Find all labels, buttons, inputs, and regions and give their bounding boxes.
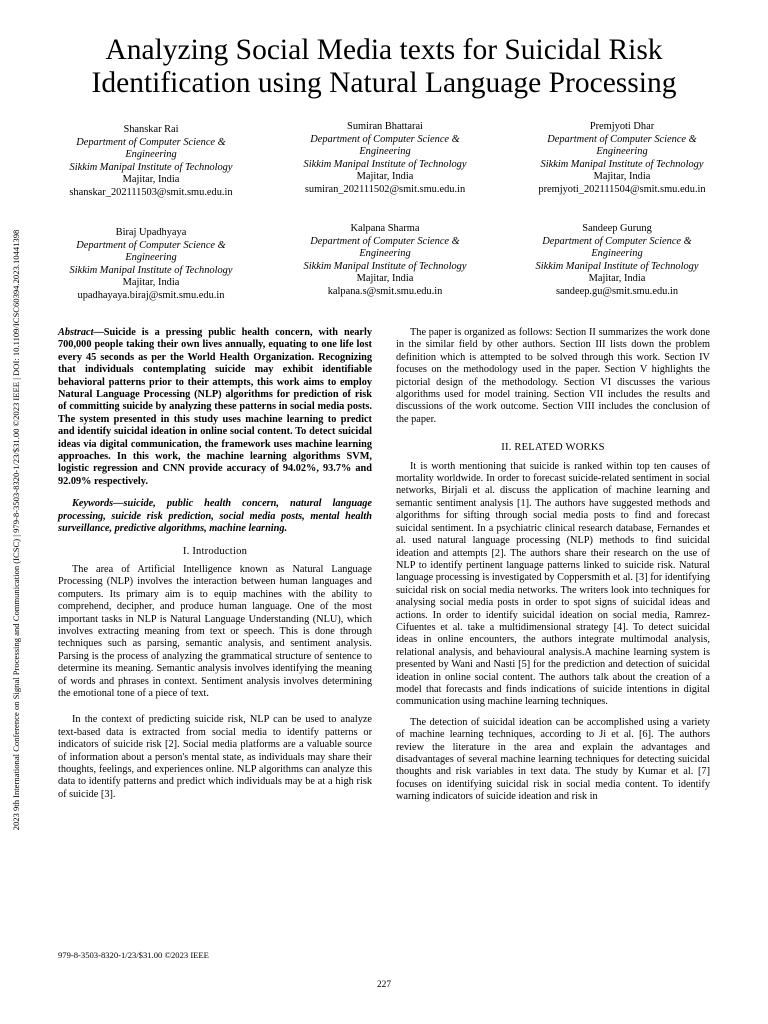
title-line-2: Identification using Natural Language Processing [91, 67, 677, 99]
author-email[interactable]: upadhayaya.biraj@smit.smu.edu.in [77, 289, 225, 301]
right-column [396, 327, 710, 804]
author-dept-cont: Engineering [125, 252, 177, 263]
keywords: Keywords—suicide, public health concern, natural language processing, suicide risk prediction, social media posts, mental health surveillance, predictive algorithms, machine learning. [58, 498, 372, 535]
related-works-paragraph-1: It is worth mentioning that suicide is ranked within top ten causes of mortality worldwide. In order to forecast suicide-related sentiment in social networks, Birjali et al. discuss the application of machine learning and semantic sentiment analysis [1]. The authors have suggested methods and algorithms for sifting through social media posts to find and forecast suicidal sentiment. In a psychiatric clinical research database, Fernandes et al. used natural language processing (NLP) methods to find suicidal ideation and attempts [2]. The authors share their research on the use of NLP to identify pertinent language patterns linked to suicide risk. Natural language processing is investigated by Coppersmith et al. [3] for identifying suicidal risk on social media networks. The writers look into techniques for analysing social media posts in order to spot signs of suicidal ideas and actions. In order to identify suicidal ideation on social media, Ramrez-Cifuentes et al. take a multidimensional strategy [4]. To detect suicidal ideas in online encounters, the authors integrate multimodal analysis, relational analysis, and behavioural analysis.A machine learning system is presented by Wani and Nasti [5] for the prediction and detection of suicidal ideation in online social content. The authors talk about the creation of a model that forecasts and finds indications of suicide intentions in digital communication using machine learning techniques. [396, 460, 710, 708]
author-dept-cont: Engineering [359, 248, 411, 259]
author-institute: Sikkim Manipal Institute of Technology [535, 260, 699, 272]
author-dept-cont: Engineering [359, 146, 411, 157]
author-dept: Department of Computer Science & [310, 133, 460, 145]
author-name: Sandeep Gurung [582, 223, 652, 234]
author-dept: Department of Computer Science & [76, 136, 226, 148]
author-location: Majitar, India [356, 273, 414, 284]
author-email[interactable]: kalpana.s@smit.smu.edu.in [327, 285, 443, 297]
copyright-footer: 979-8-3503-8320-1/23/$31.00 ©2023 IEEE [58, 950, 209, 960]
author-block [517, 121, 727, 196]
paper-title [40, 34, 728, 100]
author-email[interactable]: sumiran_202111502@smit.smu.edu.in [304, 183, 466, 195]
related-works-paragraph-2: The detection of suicidal ideation can be accomplished using a variety of machine learning techniques, according to Ji et al. [6]. The authors review the literature in the area and explain the advantages and disadvantages of several machine learning techniques for detecting suicidal thoughts and risk variables in text data. The study by Kumar et al. [7] focuses on identifying suicidal risk in social media content. To identify warning indicators of suicide ideation and risk in [396, 716, 710, 803]
author-dept: Department of Computer Science & [76, 239, 226, 251]
author-institute: Sikkim Manipal Institute of Technology [540, 158, 704, 170]
author-block [512, 223, 722, 298]
author-institute: Sikkim Manipal Institute of Technology [69, 161, 233, 173]
left-column [58, 327, 372, 801]
author-institute: Sikkim Manipal Institute of Technology [69, 264, 233, 276]
abstract [58, 327, 372, 488]
author-name: Sumiran Bhattarai [347, 121, 423, 132]
author-block [280, 121, 490, 196]
author-location: Majitar, India [588, 273, 646, 284]
author-name: Shanskar Rai [123, 124, 179, 135]
abstract-label: Abstract [58, 327, 94, 338]
author-block [280, 223, 490, 298]
author-email[interactable]: sandeep.gu@smit.smu.edu.in [555, 285, 679, 297]
author-dept: Department of Computer Science & [547, 133, 697, 145]
author-location: Majitar, India [122, 174, 180, 185]
author-dept-cont: Engineering [125, 149, 177, 160]
author-name: Kalpana Sharma [350, 223, 420, 234]
author-email[interactable]: premjyoti_202111504@smit.smu.edu.in [538, 183, 706, 195]
section-heading-related-works: II. RELATED WORKS [501, 442, 605, 454]
author-dept-cont: Engineering [596, 146, 648, 157]
title-line-1: Analyzing Social Media texts for Suicidal Risk [105, 34, 663, 66]
author-email[interactable]: shanskar_202111503@smit.smu.edu.in [69, 186, 233, 198]
author-name: Biraj Upadhyaya [115, 227, 187, 238]
page-number: 227 [376, 980, 392, 990]
author-location: Majitar, India [122, 277, 180, 288]
intro-paragraph-2: In the context of predicting suicide risk, NLP can be used to analyze text-based data is extracted from social media to identify patterns or indicators of suicide risk [2]. Social media platforms are a valuable source of information about a person's mental state, as individuals may share their thoughts, feelings, and experiences online. NLP algorithms can analyze this data to identify patterns and predict which individuals may be at a high risk of suicide [3]. [58, 714, 372, 800]
section-heading-introduction: I. Introduction [182, 545, 248, 557]
author-dept: Department of Computer Science & [310, 235, 460, 247]
author-location: Majitar, India [356, 171, 414, 182]
doi-sidebar-text: 2023 9th International Conference on Signal Processing and Communication (ICSC) | 979-8-3503-8320-1/23/$31.00 ©2023 IEEE | DOI: 10.1109/ICSC60394.2023.10441398 [11, 229, 21, 831]
author-location: Majitar, India [593, 171, 651, 182]
author-institute: Sikkim Manipal Institute of Technology [303, 158, 467, 170]
abstract-text: —Suicide is a pressing public health concern, with nearly 700,000 people taking their own lives annually, equating to one life lost every 45 seconds as per the World Health Organization. Recognizing that individuals contemplating suicide may exhibit identifiable behavioral patterns prior to their attempts, this work aims to employ Natural Language Processing (NLP) algorithms for prediction of risk of committing suicide by analyzing these patterns in social media posts. The system presented in this study uses machine learning to predict and identify suicidal ideation in online social content. To detect suicidal ideas via digital communication, the framework uses machine learning approaches. In this work, the machine learning algorithms SVM, logistic regression and CNN provide accuracy of 94.02%, 93.7% and 92.09% respectively. [58, 327, 372, 487]
author-block [46, 227, 256, 302]
author-dept: Department of Computer Science & [542, 235, 692, 247]
author-institute: Sikkim Manipal Institute of Technology [303, 260, 467, 272]
author-dept-cont: Engineering [591, 248, 643, 259]
doi-sidebar [10, 170, 22, 890]
organization-paragraph: The paper is organized as follows: Section II summarizes the work done in the similar field by other authors. Section III lists down the problem definition which is attempted to be solved through this work. Section IV focuses on the methodology used in the paper. Section V highlights the pictorial design of the methodology. Section VI discusses the various algorithms used for model training. Section VII includes the results and discussions of the work outcome. Section VIII includes the conclusion of the paper. [396, 327, 710, 425]
intro-paragraph-1: The area of Artificial Intelligence known as Natural Language Processing (NLP) involves the interaction between human languages and computers. Its primary aim is to equip machines with the ability to comprehend, decipher, and produce human language. One of the most important tasks in NLP is Natural Language Understanding (NLU), which involves extracting meaning from text or speech. This is done through techniques such as parsing, semantic analysis, and sentiment analysis. Parsing is the process of analyzing the grammatical structure of sentence to determine its meaning. Semantic analysis involves identifying the meaning of words and phrases in context. Sentiment analysis involves determining the emotional tone of a piece of text. [58, 563, 372, 699]
author-block [46, 124, 256, 199]
author-name: Premjyoti Dhar [589, 121, 655, 132]
